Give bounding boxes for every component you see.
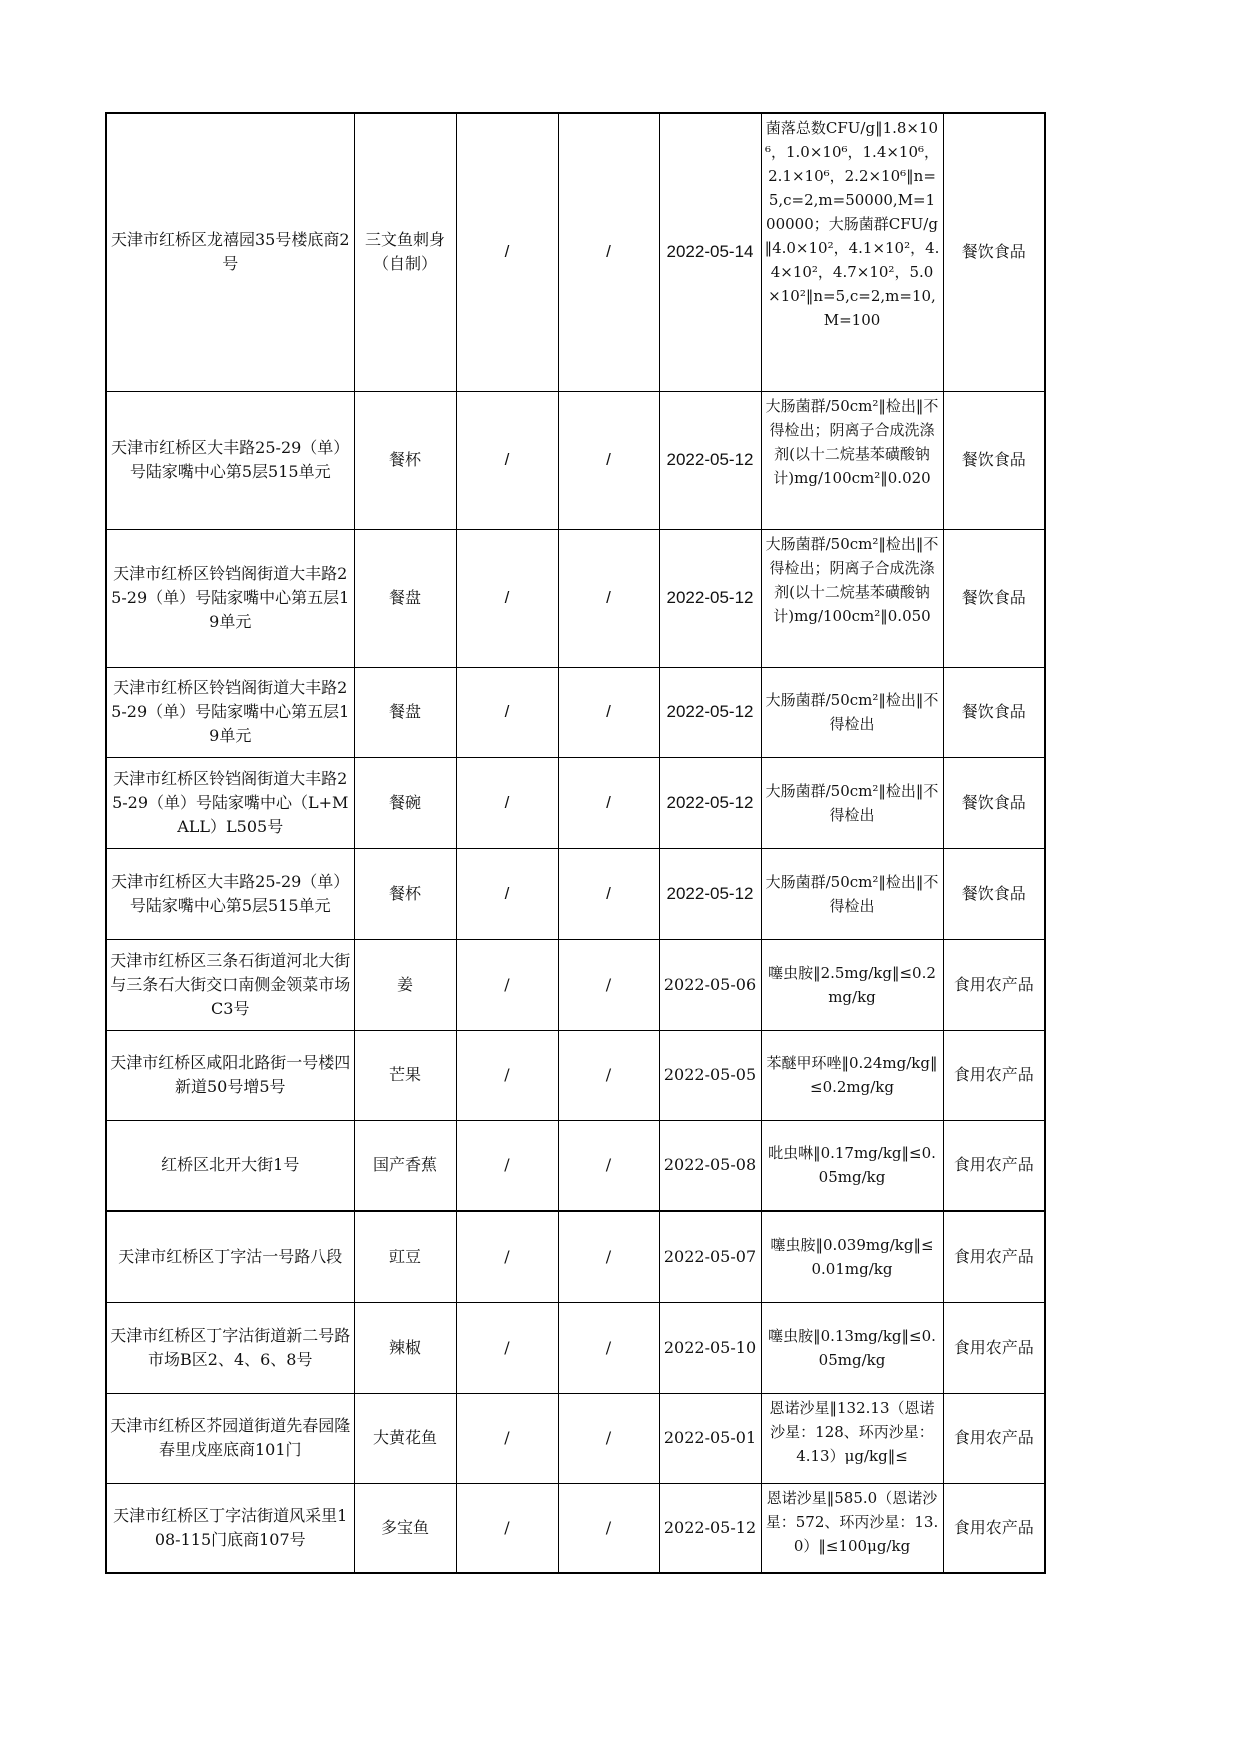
slash-cell-text: / xyxy=(504,883,510,903)
product-cell-text: 餐杯 xyxy=(388,883,421,903)
address-cell xyxy=(106,529,354,667)
category-cell-text: 食用农产品 xyxy=(953,1155,1034,1175)
address-cell xyxy=(106,757,354,848)
table-row xyxy=(106,1030,1045,1120)
result-cell xyxy=(761,1211,943,1302)
slash-cell xyxy=(456,1120,558,1211)
result-cell-text: 大肠菌群/50cm²‖检出‖不得检出 xyxy=(765,872,939,915)
slash-cell-text: / xyxy=(605,974,612,994)
address-cell-text: 天津市红桥区芥园道街道先春园隆春里戊座底商101门 xyxy=(110,1416,351,1459)
slash-cell xyxy=(456,391,558,529)
date-cell xyxy=(659,667,761,757)
result-cell xyxy=(761,529,943,667)
address-cell-text: 天津市红桥区铃铛阁街道大丰路25-29（单）号陆家嘴中心第五层19单元 xyxy=(111,678,350,745)
product-cell xyxy=(354,113,456,391)
date-cell xyxy=(659,1120,761,1211)
address-cell-text: 天津市红桥区铃铛阁街道大丰路25-29（单）号陆家嘴中心（L+MALL）L505号 xyxy=(112,768,349,836)
result-cell xyxy=(761,1030,943,1120)
category-cell xyxy=(943,1483,1045,1573)
product-cell xyxy=(354,1120,456,1211)
table-row xyxy=(106,1302,1045,1393)
slash-cell xyxy=(558,667,659,757)
product-cell xyxy=(354,667,456,757)
address-cell-text: 天津市红桥区丁字沽街道风采里108-115门底商107号 xyxy=(113,1505,348,1549)
table-row xyxy=(106,391,1045,529)
slash-cell-text: / xyxy=(504,588,510,607)
product-cell-text: 餐盘 xyxy=(388,702,421,721)
address-cell xyxy=(106,1030,354,1120)
slash-cell-text: / xyxy=(504,1517,510,1537)
result-cell-text: 噻虫胺‖0.13mg/kg‖≤0.05mg/kg xyxy=(768,1326,936,1369)
product-cell xyxy=(354,1030,456,1120)
address-cell-text: 天津市红桥区大丰路25-29（单）号陆家嘴中心第5层515单元 xyxy=(111,871,350,915)
result-cell-text: 菌落总数CFU/g‖1.8×10⁶，1.0×10⁶，1.4×10⁶，2.1×10⁶，2.2×10⁶‖n=5,c=2,m=50000,M=100000；大肠菌群CFU/g‖4.0×10²，4.1×10²，4.4×10²，4.7×10²，5.0×10²‖n=5,c=2,m=10,M=100 xyxy=(764,119,940,329)
slash-cell-text: / xyxy=(606,242,611,262)
result-cell xyxy=(761,1483,943,1573)
result-cell xyxy=(761,113,943,391)
product-cell xyxy=(354,1302,456,1393)
category-cell xyxy=(943,1030,1045,1120)
category-cell-text: 餐饮食品 xyxy=(961,702,1026,721)
product-cell xyxy=(354,757,456,848)
date-cell-text: 2022-05-05 xyxy=(663,1065,757,1084)
result-cell-text: 噻虫胺‖2.5mg/kg‖≤0.2mg/kg xyxy=(768,963,936,1006)
date-cell-text: 2022-05-12 xyxy=(666,883,754,903)
slash-cell-text: / xyxy=(504,242,510,262)
slash-cell xyxy=(456,529,558,667)
product-cell xyxy=(354,529,456,667)
result-cell xyxy=(761,848,943,939)
slash-cell xyxy=(558,1302,659,1393)
slash-cell-text: / xyxy=(605,1155,612,1175)
slash-cell xyxy=(456,667,558,757)
date-cell xyxy=(659,529,761,667)
table-row xyxy=(106,757,1045,848)
date-cell xyxy=(659,391,761,529)
category-cell xyxy=(943,1302,1045,1393)
address-cell xyxy=(106,939,354,1030)
table-row xyxy=(106,1483,1045,1573)
slash-cell xyxy=(558,1030,659,1120)
category-cell xyxy=(943,1393,1045,1483)
product-cell-text: 餐碗 xyxy=(388,792,421,812)
slash-cell xyxy=(456,757,558,848)
address-cell xyxy=(106,848,354,939)
date-cell-text: 2022-05-12 xyxy=(666,702,754,721)
product-cell xyxy=(354,1483,456,1573)
slash-cell-text: / xyxy=(605,1428,612,1447)
slash-cell-text: / xyxy=(504,1065,510,1084)
slash-cell xyxy=(558,529,659,667)
date-cell-text: 2022-05-08 xyxy=(663,1155,757,1175)
result-cell-text: 大肠菌群/50cm²‖检出‖不得检出 xyxy=(765,781,939,824)
category-cell-text: 食用农产品 xyxy=(953,1065,1034,1084)
category-cell-text: 食用农产品 xyxy=(953,974,1034,994)
address-cell xyxy=(106,1120,354,1211)
product-cell-text: 多宝鱼 xyxy=(380,1517,429,1537)
slash-cell-text: / xyxy=(504,702,510,721)
date-cell-text: 2022-05-01 xyxy=(663,1428,757,1447)
category-cell xyxy=(943,113,1045,391)
slash-cell xyxy=(456,1393,558,1483)
date-cell-text: 2022-05-12 xyxy=(666,588,754,607)
date-cell-text: 2022-05-06 xyxy=(663,974,757,994)
address-cell xyxy=(106,1483,354,1573)
result-cell-text: 大肠菌群/50cm²‖检出‖不得检出；阴离子合成洗涤剂(以十二烷基苯磺酸钠计)mg/100cm²‖0.020 xyxy=(765,396,939,487)
table-row xyxy=(106,529,1045,667)
category-cell xyxy=(943,1211,1045,1302)
slash-cell-text: / xyxy=(504,792,510,812)
slash-cell xyxy=(456,1302,558,1393)
date-cell-text: 2022-05-12 xyxy=(666,450,754,469)
slash-cell xyxy=(456,1211,558,1302)
product-cell xyxy=(354,1211,456,1302)
product-cell xyxy=(354,1393,456,1483)
result-cell-text: 吡虫啉‖0.17mg/kg‖≤0.05mg/kg xyxy=(768,1144,936,1187)
date-cell xyxy=(659,1393,761,1483)
slash-cell xyxy=(456,113,558,391)
address-cell-text: 天津市红桥区铃铛阁街道大丰路25-29（单）号陆家嘴中心第五层19单元 xyxy=(111,564,350,631)
slash-cell-text: / xyxy=(605,1337,612,1357)
category-cell-text: 餐饮食品 xyxy=(961,883,1026,903)
date-cell-text: 2022-05-12 xyxy=(663,1517,757,1537)
address-cell-text: 天津市红桥区三条石街道河北大街与三条石大街交口南侧金领菜市场C3号 xyxy=(110,950,351,1018)
date-cell xyxy=(659,1030,761,1120)
product-cell xyxy=(354,391,456,529)
address-cell xyxy=(106,667,354,757)
product-cell xyxy=(354,848,456,939)
slash-cell-text: / xyxy=(504,1155,510,1175)
date-cell-text: 2022-05-14 xyxy=(666,242,754,262)
slash-cell xyxy=(558,1120,659,1211)
result-cell-text: 噻虫胺‖0.039mg/kg‖≤0.01mg/kg xyxy=(770,1235,934,1278)
result-cell-text: 恩诺沙星‖132.13（恩诺沙星：128、环丙沙星：4.13）μg/kg‖≤ xyxy=(769,1398,935,1465)
address-cell xyxy=(106,391,354,529)
product-cell-text: 餐盘 xyxy=(388,588,421,607)
slash-cell xyxy=(456,939,558,1030)
slash-cell-text: / xyxy=(504,1428,510,1447)
category-cell-text: 餐饮食品 xyxy=(961,450,1026,469)
result-cell xyxy=(761,391,943,529)
result-cell xyxy=(761,1393,943,1483)
address-cell-text: 红桥区北开大街1号 xyxy=(161,1155,300,1175)
slash-cell xyxy=(456,1030,558,1120)
result-cell-text: 大肠菌群/50cm²‖检出‖不得检出 xyxy=(765,691,939,733)
result-cell xyxy=(761,667,943,757)
result-cell xyxy=(761,1302,943,1393)
date-cell xyxy=(659,113,761,391)
category-cell xyxy=(943,391,1045,529)
slash-cell-text: / xyxy=(606,588,611,607)
address-cell-text: 天津市红桥区丁字沽一号路八段 xyxy=(118,1246,343,1266)
product-cell-text: 国产香蕉 xyxy=(372,1155,437,1175)
product-cell-text: 三文鱼刺身（自制） xyxy=(364,230,445,274)
address-cell-text: 天津市红桥区咸阳北路街一号楼四新道50号增5号 xyxy=(110,1053,351,1096)
slash-cell xyxy=(558,1211,659,1302)
date-cell xyxy=(659,757,761,848)
date-cell xyxy=(659,1483,761,1573)
slash-cell-text: / xyxy=(504,450,510,469)
category-cell-text: 食用农产品 xyxy=(953,1428,1034,1447)
category-cell-text: 食用农产品 xyxy=(953,1337,1034,1357)
product-cell-text: 芒果 xyxy=(388,1065,421,1084)
category-cell xyxy=(943,757,1045,848)
table-row xyxy=(106,667,1045,757)
date-cell xyxy=(659,1211,761,1302)
table-row xyxy=(106,1211,1045,1302)
slash-cell-text: / xyxy=(504,1337,510,1357)
table-row xyxy=(106,1120,1045,1211)
category-cell xyxy=(943,939,1045,1030)
category-cell-text: 餐饮食品 xyxy=(961,588,1026,607)
slash-cell-text: / xyxy=(504,1246,510,1266)
table-row xyxy=(106,1393,1045,1483)
inspection-table xyxy=(105,112,1046,1574)
product-cell-text: 姜 xyxy=(396,974,413,994)
slash-cell-text: / xyxy=(606,702,611,721)
product-cell-text: 大黄花鱼 xyxy=(372,1428,437,1447)
slash-cell xyxy=(558,1393,659,1483)
slash-cell-text: / xyxy=(605,1517,612,1537)
product-cell-text: 餐杯 xyxy=(388,450,421,469)
category-cell xyxy=(943,667,1045,757)
table-row xyxy=(106,848,1045,939)
category-cell-text: 餐饮食品 xyxy=(961,242,1026,262)
slash-cell xyxy=(558,848,659,939)
result-cell-text: 苯醚甲环唑‖0.24mg/kg‖≤0.2mg/kg xyxy=(766,1054,938,1096)
address-cell xyxy=(106,113,354,391)
category-cell xyxy=(943,848,1045,939)
product-cell xyxy=(354,939,456,1030)
date-cell-text: 2022-05-12 xyxy=(666,792,754,812)
product-cell-text: 豇豆 xyxy=(388,1246,421,1266)
date-cell-text: 2022-05-07 xyxy=(663,1246,757,1266)
slash-cell xyxy=(456,848,558,939)
result-cell-text: 恩诺沙星‖585.0（恩诺沙星：572、环丙沙星：13.0）‖≤100μg/kg xyxy=(765,1488,939,1555)
category-cell-text: 餐饮食品 xyxy=(961,792,1026,812)
category-cell xyxy=(943,1120,1045,1211)
result-cell-text: 大肠菌群/50cm²‖检出‖不得检出；阴离子合成洗涤剂(以十二烷基苯磺酸钠计)mg/100cm²‖0.050 xyxy=(765,534,939,625)
product-cell-text: 辣椒 xyxy=(388,1337,421,1357)
slash-cell xyxy=(558,391,659,529)
slash-cell xyxy=(558,1483,659,1573)
result-cell xyxy=(761,939,943,1030)
result-cell xyxy=(761,1120,943,1211)
slash-cell-text: / xyxy=(605,1065,612,1084)
table-row xyxy=(106,113,1045,391)
category-cell-text: 食用农产品 xyxy=(953,1517,1034,1537)
table-row xyxy=(106,939,1045,1030)
category-cell xyxy=(943,529,1045,667)
result-cell xyxy=(761,757,943,848)
date-cell xyxy=(659,848,761,939)
slash-cell-text: / xyxy=(606,792,611,812)
address-cell xyxy=(106,1302,354,1393)
date-cell xyxy=(659,1302,761,1393)
address-cell-text: 天津市红桥区丁字沽街道新二号路市场B区2、4、6、8号 xyxy=(110,1325,351,1369)
slash-cell xyxy=(558,757,659,848)
category-cell-text: 食用农产品 xyxy=(953,1246,1034,1266)
date-cell xyxy=(659,939,761,1030)
slash-cell-text: / xyxy=(606,883,611,903)
address-cell-text: 天津市红桥区大丰路25-29（单）号陆家嘴中心第5层515单元 xyxy=(111,438,350,481)
slash-cell-text: / xyxy=(606,450,611,469)
slash-cell xyxy=(558,939,659,1030)
slash-cell xyxy=(558,113,659,391)
address-cell xyxy=(106,1393,354,1483)
slash-cell-text: / xyxy=(605,1246,612,1266)
slash-cell xyxy=(456,1483,558,1573)
slash-cell-text: / xyxy=(504,974,510,994)
address-cell xyxy=(106,1211,354,1302)
address-cell-text: 天津市红桥区龙禧园35号楼底商2号 xyxy=(110,230,350,274)
date-cell-text: 2022-05-10 xyxy=(663,1337,757,1357)
